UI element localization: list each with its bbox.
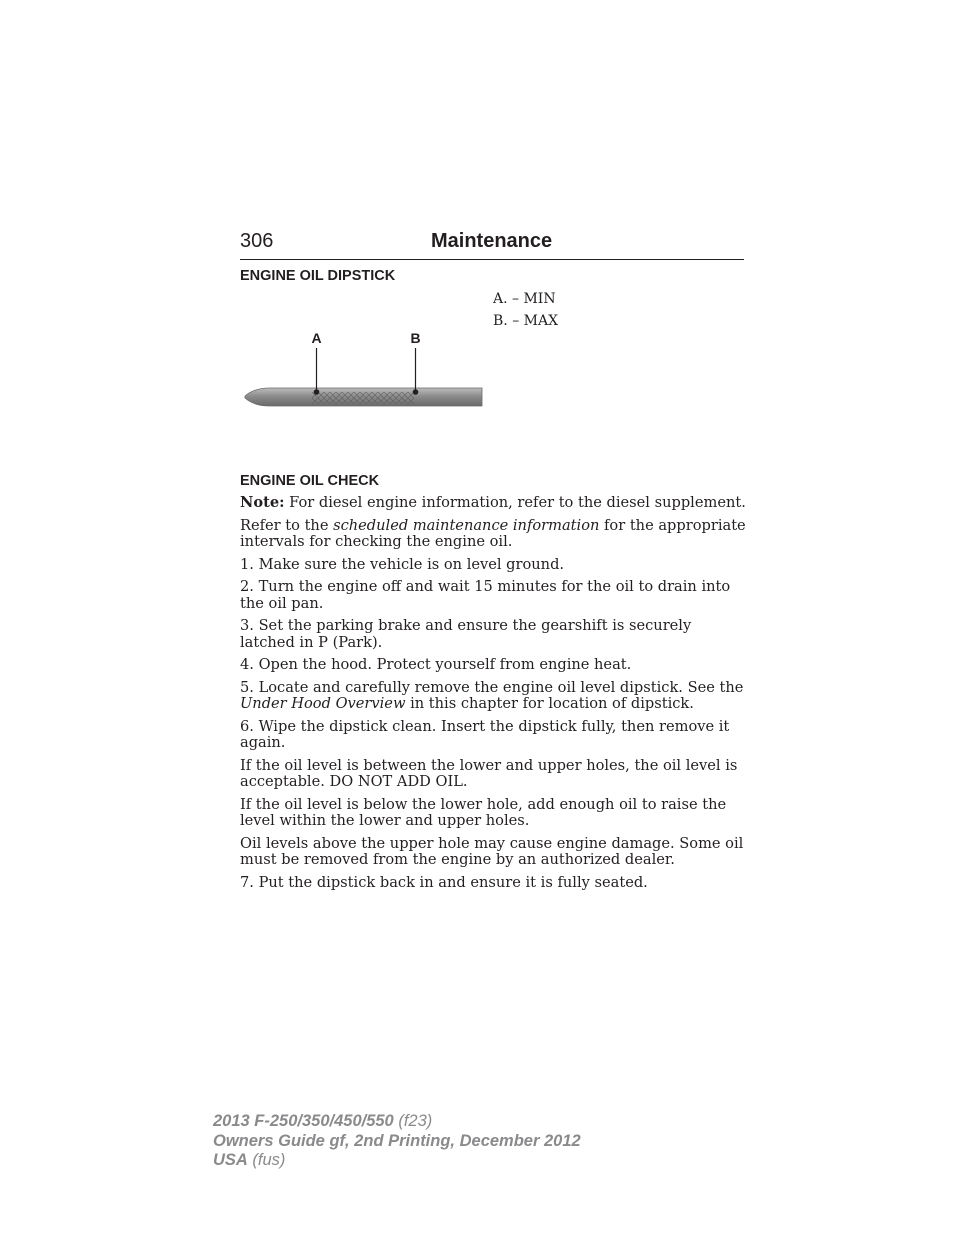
legend-item-max: B. – MAX <box>493 313 559 329</box>
step-5-suffix: in this chapter for location of dipstick. <box>405 695 694 712</box>
note-text: For diesel engine information, refer to the diesel supplement. <box>284 494 746 511</box>
section-heading-oil-check: ENGINE OIL CHECK <box>240 473 380 489</box>
step-5-prefix: 5. Locate and carefully remove the engine oil level dipstick. See the <box>240 678 744 696</box>
min-hole-marker <box>314 389 320 395</box>
footer-guide: Owners Guide gf, 2nd Printing, December 2012 <box>213 1131 581 1150</box>
dipstick-illustration <box>240 326 490 418</box>
footer-line-market <box>213 1151 581 1171</box>
label-b: B <box>410 330 421 346</box>
note-paragraph <box>240 495 746 512</box>
dipstick-hatched-zone <box>312 392 414 404</box>
dipstick-diagram <box>240 326 490 418</box>
step-4: 4. Open the hood. Protect yourself from engine heat. <box>240 656 632 673</box>
label-a: A <box>311 330 322 346</box>
page-number: 306 <box>240 230 274 252</box>
footer-market: USA <box>213 1151 248 1169</box>
chapter-title: Maintenance <box>431 230 553 252</box>
page-footer <box>213 1112 581 1171</box>
footer-line-model <box>213 1112 581 1132</box>
step-1: 1. Make sure the vehicle is on level ground. <box>240 555 565 573</box>
footer-line-guide <box>213 1132 581 1152</box>
step-2: 2. Turn the engine off and wait 15 minutes for the oil to drain into the oil pan. <box>240 578 731 612</box>
scheduled-maintenance-reference: scheduled maintenance information <box>333 516 600 534</box>
page-header <box>240 228 744 260</box>
step-6: 6. Wipe the dipstick clean. Insert the dipstick fully, then remove it again. <box>240 717 730 751</box>
oil-check-body <box>240 495 746 897</box>
step-5 <box>240 680 746 713</box>
max-hole-marker <box>413 389 419 395</box>
under-hood-overview-reference: Under Hood Overview <box>240 695 406 712</box>
refer-prefix: Refer to the <box>240 516 334 534</box>
note-label: Note: <box>240 494 285 511</box>
paragraph-level-below: If the oil level is below the lower hole, add enough oil to raise the level within the lower and upper holes. <box>240 795 727 829</box>
step-7: 7. Put the dipstick back in and ensure it is fully seated. <box>240 873 648 891</box>
footer-model-code: (f23) <box>393 1112 433 1130</box>
refer-paragraph <box>240 518 746 551</box>
paragraph-level-above: Oil levels above the upper hole may cause engine damage. Some oil must be removed from the engine by an authorized dealer. <box>240 834 744 868</box>
footer-model: 2013 F-250/350/450/550 <box>213 1112 394 1130</box>
step-3: 3. Set the parking brake and ensure the gearshift is securely latched in P (Park). <box>240 617 692 651</box>
paragraph-level-between: If the oil level is between the lower and upper holes, the oil level is acceptable. DO NOT ADD OIL. <box>240 756 738 790</box>
footer-market-code: (fus) <box>247 1151 286 1169</box>
legend-item-min: A. – MIN <box>493 291 556 307</box>
section-heading-dipstick: ENGINE OIL DIPSTICK <box>240 268 396 284</box>
refer-suffix: for the appropriate intervals for checking the engine oil. <box>240 516 746 550</box>
